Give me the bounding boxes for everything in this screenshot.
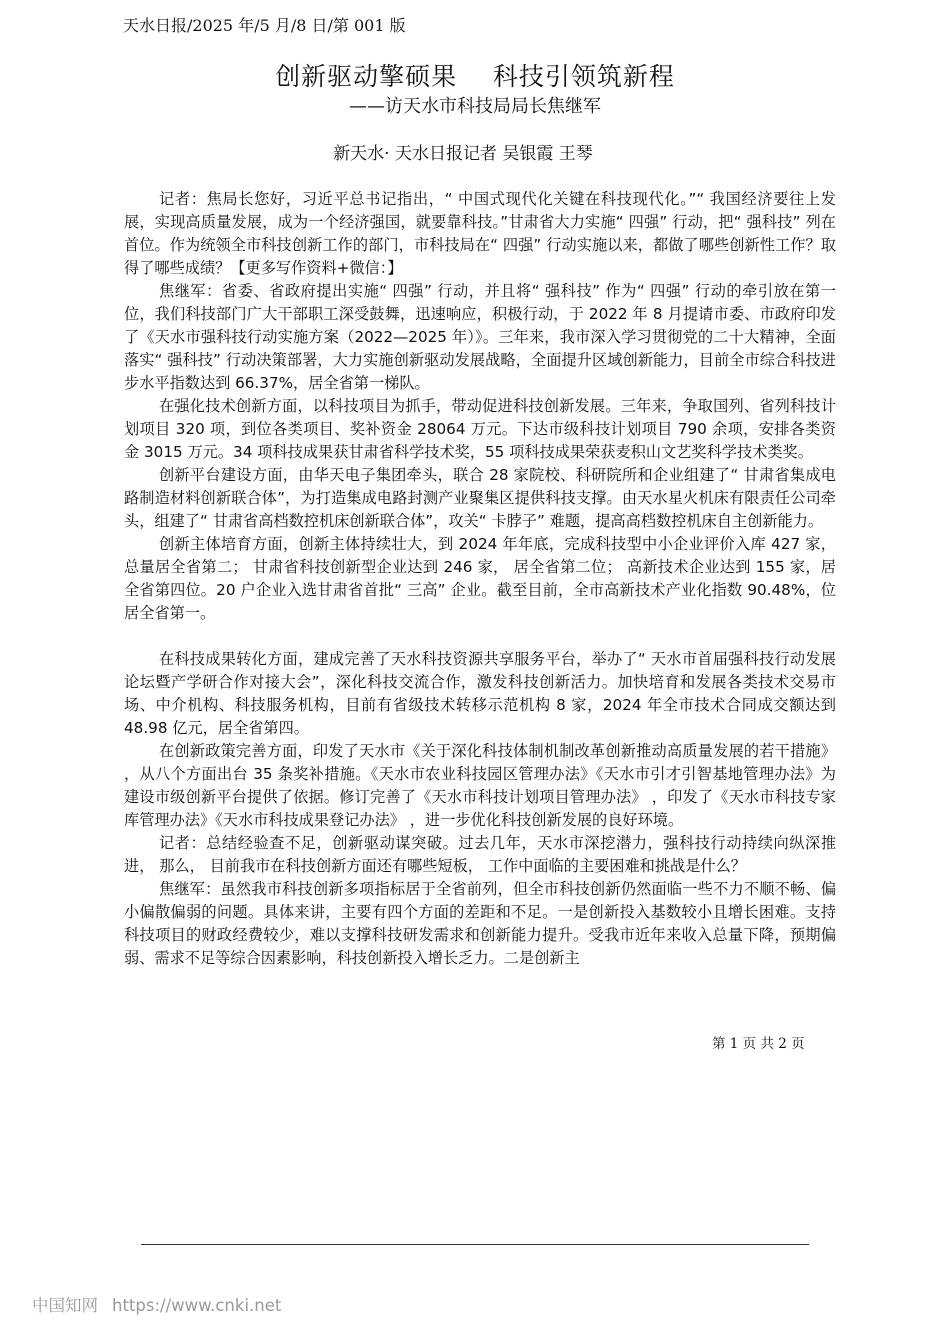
footer-divider (141, 1244, 809, 1245)
paragraph-innovation-policy: 在创新政策完善方面，印发了天水市《关于深化科技体制机制改革创新推动高质量发展的若干措施》 ，从八个方面出台 35 条奖补措施。《天水市农业科技园区管理办法》《天水市引才引智基地管理办法》为建设市级创新平台提供了依据。修订完善了《天水市科技计划项目管理办法》 ，印发了《天水市科技专家库管理办法》《天水市科技成果登记办法》 ，进一步优化科技创新发展的良好环境。 (124, 742, 836, 829)
paragraph-reporter-question-1: 记者：焦局长您好，习近平总书记指出，“ 中国式现代化关键在科技现代化。”“ 我国经济要往上发展，实现高质量发展，成为一个经济强国，就要靠科技。”甘肃省大力实施“ 四强” 行动，把“ 强科技” 列在首位。作为统领全市科技创新工作的部门，市科技局在“ 四强” 行动实施以来，都做了哪些创新性工作？取得了哪些成绩？【更多写作资料+微信：】 (124, 190, 836, 277)
paragraph-reporter-question-2: 记者：总结经验查不足，创新驱动谋突破。过去几年，天水市深挖潜力，强科技行动持续向纵深推进， 那么， 目前我市在科技创新方面还有哪些短板， 工作中面临的主要困难和挑战是什么？ (124, 834, 836, 875)
page-indicator: 第 1 页 共 2 页 (712, 1036, 805, 1052)
paragraph-innovation-platform: 创新平台建设方面，由华天电子集团牵头，联合 28 家院校、科研院所和企业组建了“ 甘肃省集成电路制造材料创新联合体”，为打造集成电路封测产业聚集区提供科技支撑。由天水星火机床有限责任公司牵头，组建了“ 甘肃省高档数控机床创新联合体”，攻关“ 卡脖子” 难题，提高高档数控机床自主创新能力。 (124, 466, 836, 530)
cnki-watermark (32, 1294, 281, 1318)
article-title: 创新驱动擎硕果 科技引领筑新程 (275, 62, 675, 91)
paragraph-answer-2: 焦继军：虽然我市科技创新多项指标居于全省前列，但全市科技创新仍然面临一些不力不顺不畅、偏小偏散偏弱的问题。具体来讲，主要有四个方面的差距和不足。一是创新投入基数较小且增长困难。支持科技项目的财政经费较少，难以支撑科技研发需求和创新能力提升。受我市近年来收入总量下降，预期偏弱、需求不足等综合因素影响，科技创新投入增长乏力。二是创新主 (124, 880, 836, 967)
paragraph-innovation-entities: 创新主体培育方面，创新主体持续壮大，到 2024 年年底，完成科技型中小企业评价入库 427 家， 总量居全省第二； 甘肃省科技创新型企业达到 246 家， 居全省第二位； 高新技术企业达到 155 家，居全省第四位。20 户企业入选甘肃省首批“ 三高” 企业。截至目前，全市高新技术产业化指数 90.48%，位居全省第一。 (124, 535, 836, 622)
title-block (0, 60, 950, 120)
article-body (124, 188, 836, 970)
paragraph-answer-1: 焦继军：省委、省政府提出实施“ 四强” 行动，并且将“ 强科技” 作为“ 四强” 行动的牵引放在第一位，我们科技部门广大干部职工深受鼓舞，迅速响应，积极行动，于 2022 年 8 月提请市委、市政府印发了《天水市强科技行动实施方案（2022—2025 年）》。三年来，我市深入学习贯彻党的二十大精神，全面落实“ 强科技” 行动决策部署，大力实施创新驱动发展战略，全面提升区域创新能力，目前全市综合科技进步水平指数达到 66.37%，居全省第一梯队。 (124, 282, 836, 392)
watermark-brand: 中国知网 (32, 1296, 98, 1315)
paragraph-tech-innovation: 在强化技术创新方面，以科技项目为抓手，带动促进科技创新发展。三年来，争取国列、省列科技计划项目 320 项，到位各类项目、奖补资金 28064 万元。下达市级科技计划项目 790 余项，安排各类资金 3015 万元。34 项科技成果获甘肃省科学技术奖，55 项科技成果荣获麦积山文艺奖科学技术类奖。 (124, 397, 836, 461)
article-subtitle: ——访天水市科技局局长焦继军 (349, 96, 601, 117)
page-header-source: 天水日报/2025 年/5 月/8 日/第 001 版 (123, 16, 406, 35)
watermark-url: https://www.cnki.net (112, 1296, 282, 1315)
article-byline: 新天水· 天水日报记者 吴银霞 王琴 (333, 144, 593, 164)
paragraph-achievement-transfer: 在科技成果转化方面，建成完善了天水科技资源共享服务平台，举办了“ 天水市首届强科技行动发展论坛暨产学研合作对接大会”，深化科技交流合作，激发科技创新活力。加快培育和发展各类技术交易市场、中介机构、科技服务机构，目前有省级技术转移示范机构 8 家，2024 年全市技术合同成交额达到 48.98 亿元，居全省第四。 (124, 650, 836, 737)
